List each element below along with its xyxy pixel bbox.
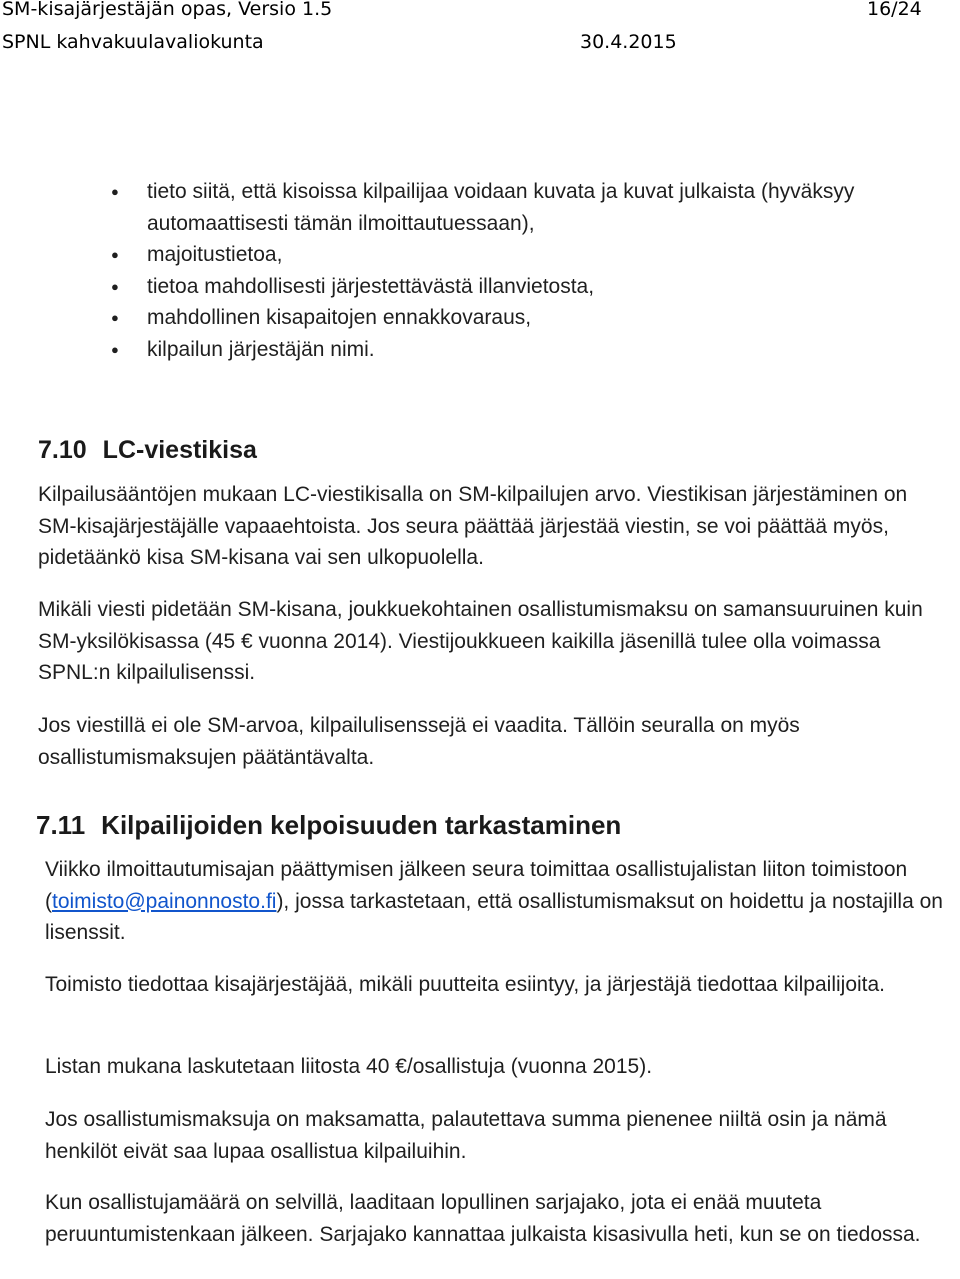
bullet-icon: ● [111, 278, 119, 294]
section-heading-lc-viestikisa [38, 436, 257, 465]
bullet-icon: ● [111, 310, 119, 326]
list-item [0, 334, 960, 366]
list-item [0, 176, 960, 239]
email-link[interactable]: toimisto@painonnosto.fi [52, 889, 277, 913]
bullet-icon: ● [111, 247, 119, 263]
document-date: 30.4.2015 [580, 31, 677, 53]
paragraph [45, 854, 945, 949]
list-item-text: tietoa mahdollisesti järjestettävästä illanvietosta, [147, 274, 595, 298]
paragraph-text: Viikko ilmoittautumisajan päättymisen jälkeen seura toimittaa osallistujalistan liiton toimistoon ( [45, 858, 908, 913]
page-number: 16/24 [867, 0, 922, 20]
info-bullet-list [0, 176, 960, 366]
bullet-icon: ● [111, 341, 119, 357]
list-item [0, 239, 960, 271]
paragraph: Kilpailusääntöjen mukaan LC-viestikisalla on SM-kilpailujen arvo. Viestikisan järjestäminen on SM-kisajärjestäjälle vapaaehtoista. Jos seura päättää järjestää viestin, se voi päättää myös, pidetäänkö kisa SM-kisana vai sen ulkopuolella. [38, 483, 908, 570]
paragraph: Kun osallistujamäärä on selvillä, laaditaan lopullinen sarjajako, jota ei enää muuteta peruuntumistenkaan jälkeen. Sarjajako kannattaa julkaista kisasivulla heti, kun se on tiedossa. [45, 1191, 921, 1246]
list-item [0, 302, 960, 334]
list-item-text: mahdollinen kisapaitojen ennakkovaraus, [147, 306, 532, 330]
section-title: LC-viestikisa [102, 436, 257, 464]
section-number: 7.10 [38, 436, 87, 464]
paragraph: Jos viestillä ei ole SM-arvoa, kilpailulisenssejä ei vaadita. Tällöin seuralla on myös osallistumismaksujen päätäntävalta. [38, 714, 800, 769]
list-item-text: kilpailun järjestäjän nimi. [147, 337, 375, 361]
section-number: 7.11 [36, 810, 86, 840]
section-title: Kilpailijoiden kelpoisuuden tarkastaminen [101, 810, 622, 840]
paragraph: Listan mukana laskutetaan liitosta 40 €/osallistuja (vuonna 2015). [45, 1055, 653, 1078]
paragraph: Toimisto tiedottaa kisajärjestäjää, mikäli puutteita esiintyy, ja järjestäjä tiedottaa kilpailijoita. [45, 973, 886, 996]
list-item-text: majoitustietoa, [147, 243, 283, 267]
paragraph-text: ), jossa tarkastetaan, että osallistumismaksut on hoidettu ja nostajilla on lisenssit. [45, 889, 943, 945]
list-item-text: tieto siitä, että kisoissa kilpailijaa voidaan kuvata ja kuvat julkaista (hyväksyy automaattisesti tämän ilmoittautuessaan), [147, 180, 855, 235]
paragraph: Jos osallistumismaksuja on maksamatta, palautettava summa pienenee niiltä osin ja nämä henkilöt eivät saa lupaa osallistua kilpailuihin. [45, 1108, 887, 1163]
bullet-icon: ● [111, 184, 119, 199]
section-heading-kelpoisuus [36, 810, 621, 841]
organization-name: SPNL kahvakuulavaliokunta [2, 31, 264, 53]
list-item [0, 271, 960, 303]
paragraph: Mikäli viesti pidetään SM-kisana, joukkuekohtainen osallistumismaksu on samansuuruinen kuin SM-yksilökisassa (45 € vuonna 2014). Viestijoukkueen kaikilla jäsenillä tulee olla voimassa SPNL:n kilpailulisenssi. [38, 598, 923, 685]
document-title: SM-kisajärjestäjän opas, Versio 1.5 [2, 0, 333, 20]
